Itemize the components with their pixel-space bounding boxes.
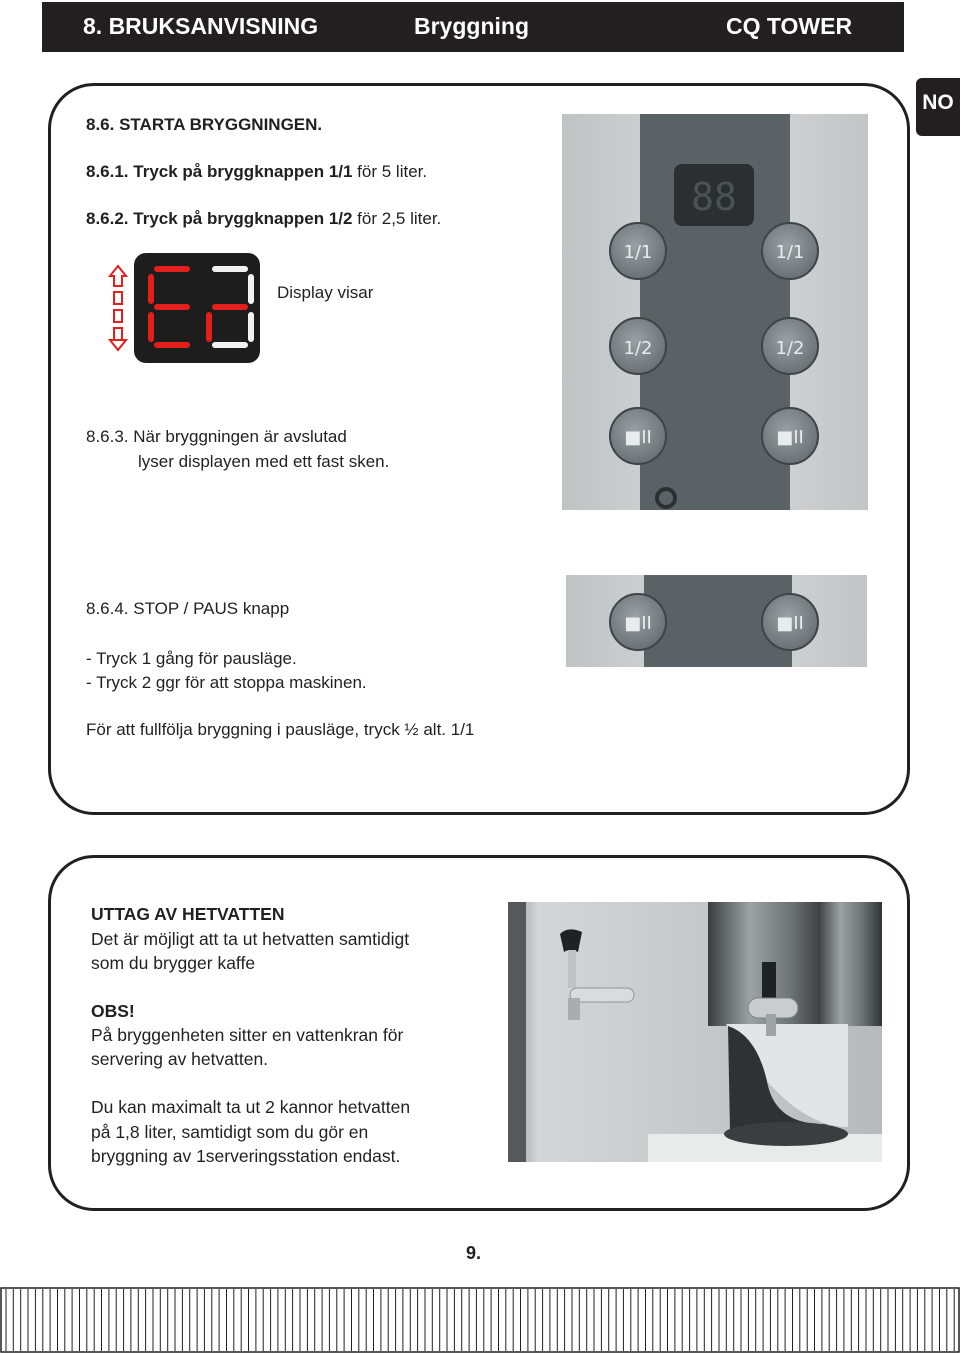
seven-segment-display-illustration [108, 252, 262, 364]
hot-water-line-3: På bryggenheten sitter en vattenkran för [91, 1025, 404, 1045]
brewing-resume-note: För att fullfölja bryggning i pausläge, tryck ½ alt. 1/1 [86, 720, 475, 739]
hot-water-line-4: servering av hetvatten. [91, 1049, 269, 1069]
stop-button-left: ■II [624, 613, 652, 634]
header-topic: Bryggning [414, 13, 529, 39]
header-product: CQ TOWER [726, 13, 853, 39]
decorative-stripe-band [0, 1287, 960, 1353]
step-1-key: 8.6.1. Tryck på bryggknappen 1/1 [86, 162, 353, 181]
step-1-rest: för 5 liter. [352, 162, 428, 181]
header-section: 8. BRUKSANVISNING [83, 13, 319, 39]
language-tab: NO [916, 78, 960, 136]
right-button-stop: ■II [776, 427, 804, 448]
left-brew-buttons [610, 223, 666, 464]
svg-text:88: 88 [691, 175, 737, 219]
hot-water-title: UTTAG AV HETVATTEN [91, 904, 285, 924]
right-brew-buttons [762, 223, 818, 464]
right-button-1-2: 1/2 [775, 338, 805, 359]
hot-water-line-5: Du kan maximalt ta ut 2 kannor hetvatten [91, 1097, 411, 1117]
blink-arrow-icon [110, 266, 126, 350]
page-number: 9. [466, 1243, 482, 1263]
control-panel-photo [562, 114, 868, 510]
right-button-1-1: 1/1 [775, 242, 805, 263]
brewing-step-4a: - Tryck 1 gång för pausläge. [86, 649, 297, 668]
control-display-digits [691, 175, 737, 219]
brewing-step-1 [86, 162, 427, 182]
left-button-1-1: 1/1 [623, 242, 653, 263]
stripe-pattern [1, 1288, 959, 1352]
brewing-step-3-line2: lyser displayen med ett fast sken. [138, 452, 390, 471]
hot-water-line-7: bryggning av 1serveringsstation endast. [91, 1146, 401, 1166]
brewing-step-3-line1: 8.6.3. När bryggningen är avslutad [86, 427, 347, 446]
hot-water-tap-photo [508, 902, 882, 1162]
hot-water-line-1: Det är möjligt att ta ut hetvatten samtidigt [91, 929, 410, 949]
brewing-step-4b: - Tryck 2 ggr för att stoppa maskinen. [86, 673, 367, 692]
brewing-step-2 [86, 209, 441, 229]
step-2-rest: för 2,5 liter. [352, 209, 442, 228]
hot-water-line-2: som du brygger kaffe [91, 953, 256, 973]
hot-water-obs: OBS! [91, 1001, 135, 1021]
display-label: Display visar [277, 283, 374, 302]
brewing-step-4: 8.6.4. STOP / PAUS knapp [86, 599, 290, 618]
left-button-stop: ■II [624, 427, 652, 448]
stop-pause-buttons-photo [566, 575, 867, 667]
stop-button-right: ■II [776, 613, 804, 634]
hot-water-line-6: på 1,8 liter, samtidigt som du gör en [91, 1122, 369, 1142]
brewing-title: 8.6. STARTA BRYGGNINGEN. [86, 115, 323, 134]
step-2-key: 8.6.2. Tryck på bryggknappen 1/2 [86, 209, 353, 228]
page-header [42, 2, 904, 52]
left-button-1-2: 1/2 [623, 338, 653, 359]
